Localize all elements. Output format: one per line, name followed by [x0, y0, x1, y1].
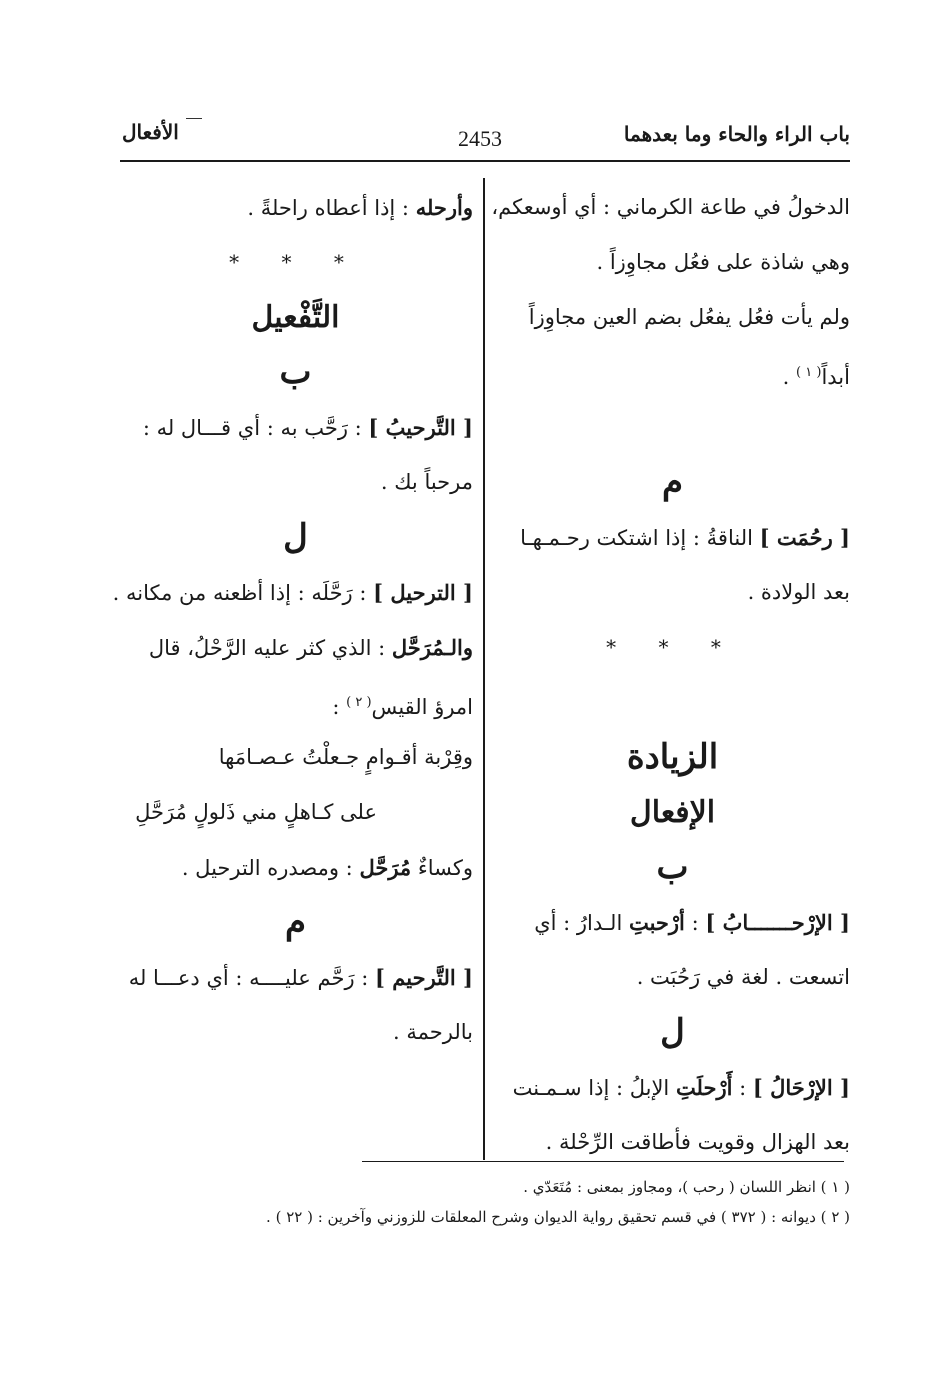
entry-headword: [ التَّرحيبُ ] — [368, 415, 473, 440]
entry-headword: [ رحُمَت ] — [759, 525, 850, 550]
entry-headword: مُرَحَّل — [359, 855, 412, 880]
entry-line — [118, 180, 473, 235]
line-text: أبداً — [821, 365, 850, 389]
right-column — [491, 180, 850, 1170]
text-line: اتسعت . لغة في رَحُبَت . — [636, 965, 850, 989]
section-title-ziyada: الزيادة — [626, 737, 719, 777]
footnote-rule — [362, 1161, 844, 1162]
text-line: الدخولُ في طاعة الكرماني : أي أوسعكم، — [491, 195, 850, 219]
section-title-tafil: التَّفْعيل — [251, 300, 340, 335]
text-line: بعد الهزال وقويت فأطاقت الرِّحْلة . — [545, 1130, 850, 1154]
line-text: امرؤ القيس — [371, 695, 473, 719]
entry-headword: [ الإرْحـــــــابُ ] — [705, 910, 850, 935]
entry-definition: الناقةُ : إذا اشتكت رحـمـهـا — [520, 526, 760, 550]
blank-line — [495, 400, 850, 455]
running-header-section: الأفعال — [122, 120, 179, 144]
running-header-chapter: باب الراء والحاء وما بعدهما — [623, 122, 850, 146]
entry-headword: [ التَّرحيم ] — [375, 965, 473, 990]
left-column — [112, 180, 473, 1060]
text-line-with-footnote — [495, 345, 850, 400]
text-line: وهي شاذة على فعُل مجاوِزاً . — [596, 250, 850, 274]
entry-definition: : رَحَّم عليــــه : أي دعـــا له — [128, 966, 376, 990]
entry-definition: : رَحَّلَه : إذا أظعنه من مكانه . — [112, 581, 374, 605]
section-stars: * * * — [606, 635, 739, 659]
letter-heading-ba: ب — [279, 352, 312, 392]
text-line: مرحباً بك . — [380, 470, 473, 494]
entry-line — [495, 895, 850, 950]
line-text: وكساءٌ — [411, 856, 473, 880]
footnote-ref-2: ( ٢ ) — [346, 695, 372, 710]
entry-headword: [ الترحيل ] — [373, 580, 473, 605]
entry-line — [118, 620, 473, 675]
text-line: ولم يأت فعُل يفعُل بضم العين مجاوِزاً — [528, 305, 850, 329]
header-rule — [120, 160, 850, 162]
entry-headword: [ الإرْحَالُ ] — [752, 1075, 850, 1100]
column-divider — [483, 178, 485, 1160]
entry-verb: أرْحبتِ — [628, 910, 685, 935]
footnotes — [210, 1172, 850, 1232]
entry-definition: : الذي كثر عليه الرَّحْلُ، قال — [148, 636, 392, 660]
letter-heading-lam: ل — [283, 517, 308, 557]
text-line: بالرحمة . — [393, 1020, 473, 1044]
line-end: : — [332, 695, 347, 719]
footnote-2: ( ٢ ) ديوانه : ( ٣٧٢ ) في قسم تحقيق رواية الديوان وشرح المعلقات للزوزني وآخرين : ( ٢٢ ) . — [266, 1208, 850, 1226]
entry-line — [118, 840, 473, 895]
entry-line — [495, 1060, 850, 1115]
verse-hemistich-1: وقِرْبة أقـوامٍ جـعلْتُ عـصـامَها — [218, 745, 473, 769]
footnote-ref-1: ( ١ ) — [796, 365, 822, 380]
entry-definition: : رَحَّب به : أي قـــال له : — [142, 416, 369, 440]
subsection-title-ifal: الإفعال — [629, 795, 716, 830]
entry-headword: والـمُرَحَّل — [391, 635, 473, 660]
verse-hemistich-2: على كـاهلٍ مني ذَلولٍ مُرَحَّلِ — [135, 800, 377, 824]
entry-separator: : — [684, 911, 706, 935]
entry-line — [118, 950, 473, 1005]
section-stars: * * * — [229, 250, 362, 274]
entry-line — [118, 400, 473, 455]
entry-definition: الـدارُ : أي — [534, 911, 629, 935]
entry-definition: : ومصدره الترحيل . — [181, 856, 360, 880]
header-dash — [186, 118, 202, 119]
entry-definition: الإبلُ : إذا سـمـنت — [512, 1076, 676, 1100]
footnote-1: ( ١ ) انظر اللسان ( رحب )، ومجاوز بمعنى : مُتَعَدّي . — [523, 1178, 850, 1196]
entry-line — [495, 510, 850, 565]
line-end: . — [782, 365, 797, 389]
entry-verb: أَرْحلَتِ — [675, 1075, 733, 1100]
letter-heading-mim: م — [284, 902, 307, 942]
entry-separator: : — [732, 1076, 753, 1100]
blank-line — [495, 675, 850, 730]
letter-heading-ba: ب — [656, 847, 689, 887]
letter-heading-lam: ل — [660, 1012, 685, 1052]
page-number: 2453 — [458, 126, 502, 151]
entry-headword: وأرحله — [415, 195, 473, 220]
entry-line — [112, 565, 473, 620]
text-line-with-footnote — [118, 675, 473, 730]
entry-definition: : إذا أعطاه راحلةً . — [247, 196, 416, 220]
letter-heading-mim: م — [661, 462, 684, 502]
text-line: بعد الولادة . — [747, 580, 850, 604]
